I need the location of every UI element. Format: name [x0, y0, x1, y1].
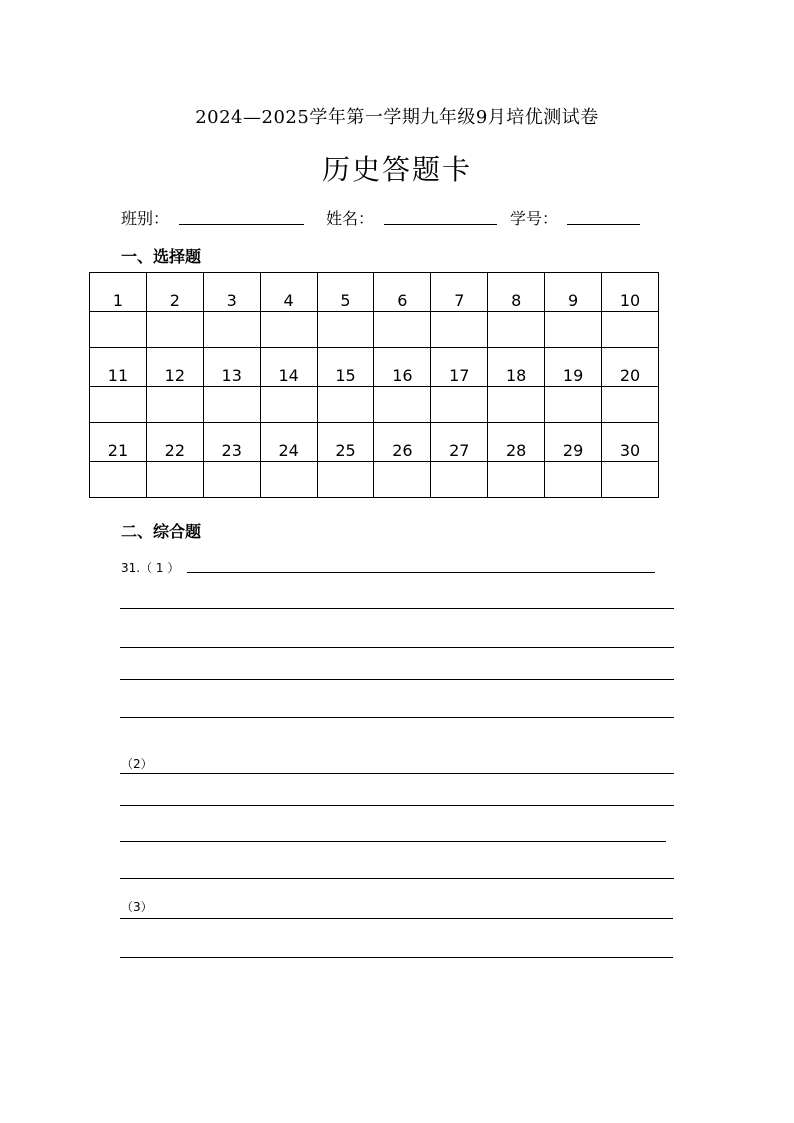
question-number-cell: 7	[431, 273, 488, 312]
answer-cell[interactable]	[317, 312, 374, 348]
answer-line[interactable]	[120, 918, 673, 919]
answer-cell[interactable]	[203, 462, 260, 498]
answer-cell[interactable]	[374, 312, 431, 348]
question-number-cell: 16	[374, 348, 431, 387]
answer-cell[interactable]	[90, 387, 147, 423]
answer-cell[interactable]	[374, 387, 431, 423]
question-number-cell: 23	[203, 423, 260, 462]
question-number-cell: 11	[90, 348, 147, 387]
question-number-cell: 26	[374, 423, 431, 462]
question-number-row	[90, 423, 659, 462]
question-number-cell: 21	[90, 423, 147, 462]
answer-cell[interactable]	[260, 387, 317, 423]
answer-cell[interactable]	[488, 462, 545, 498]
answer-line[interactable]	[187, 572, 655, 573]
answer-cell[interactable]	[90, 312, 147, 348]
card-title: 历史答题卡	[321, 153, 472, 186]
question-number-cell: 3	[203, 273, 260, 312]
answer-line[interactable]	[120, 647, 674, 648]
answer-cell[interactable]	[488, 387, 545, 423]
question-number-cell: 15	[317, 348, 374, 387]
name-label: 姓名：	[326, 209, 375, 228]
question-number-cell: 27	[431, 423, 488, 462]
class-answer-line[interactable]	[179, 224, 304, 225]
answer-line[interactable]	[120, 841, 666, 842]
answer-cell[interactable]	[146, 387, 203, 423]
student-no-label: 学号：	[510, 209, 559, 228]
question-number-row	[90, 273, 659, 312]
question-number-cell: 5	[317, 273, 374, 312]
answer-line[interactable]	[120, 679, 674, 680]
answer-cell[interactable]	[431, 387, 488, 423]
answer-cell[interactable]	[260, 462, 317, 498]
answer-cell[interactable]	[374, 462, 431, 498]
question-number-cell: 9	[545, 273, 602, 312]
question-number-cell: 12	[146, 348, 203, 387]
answer-row	[90, 387, 659, 423]
question-number-cell: 30	[602, 423, 659, 462]
answer-row	[90, 462, 659, 498]
question-number-cell: 6	[374, 273, 431, 312]
answer-cell[interactable]	[203, 312, 260, 348]
class-label: 班别：	[121, 209, 170, 228]
answer-cell[interactable]	[146, 312, 203, 348]
question-number-cell: 1	[90, 273, 147, 312]
question-number-cell: 17	[431, 348, 488, 387]
question-number-cell: 10	[602, 273, 659, 312]
section-choice-heading: 一、选择题	[121, 247, 202, 266]
q31-part2-label: （2）	[121, 757, 153, 771]
answer-cell[interactable]	[545, 312, 602, 348]
question-number-cell: 24	[260, 423, 317, 462]
question-number-cell: 25	[317, 423, 374, 462]
answer-cell[interactable]	[545, 387, 602, 423]
question-number-cell: 14	[260, 348, 317, 387]
answer-cell[interactable]	[602, 462, 659, 498]
question-number-cell: 2	[146, 273, 203, 312]
question-number-cell: 19	[545, 348, 602, 387]
answer-cell[interactable]	[431, 462, 488, 498]
section-comprehensive-heading: 二、综合题	[121, 522, 202, 541]
question-number-cell: 18	[488, 348, 545, 387]
answer-cell[interactable]	[317, 387, 374, 423]
answer-cell[interactable]	[545, 462, 602, 498]
answer-cell[interactable]	[602, 312, 659, 348]
answer-cell[interactable]	[203, 387, 260, 423]
answer-cell[interactable]	[431, 312, 488, 348]
exam-title: 2024—2025学年第一学期九年级9月培优测试卷	[195, 107, 599, 128]
name-answer-line[interactable]	[384, 224, 497, 225]
answer-line[interactable]	[120, 717, 674, 718]
answer-cell[interactable]	[146, 462, 203, 498]
answer-line[interactable]	[120, 773, 674, 774]
question-number-cell: 22	[146, 423, 203, 462]
answer-line[interactable]	[120, 878, 674, 879]
question-number-row	[90, 348, 659, 387]
answer-line[interactable]	[120, 608, 674, 609]
choice-answer-grid	[89, 272, 659, 498]
answer-cell[interactable]	[90, 462, 147, 498]
question-number-cell: 20	[602, 348, 659, 387]
question-number-cell: 13	[203, 348, 260, 387]
answer-line[interactable]	[120, 957, 673, 958]
question-number-cell: 29	[545, 423, 602, 462]
answer-cell[interactable]	[488, 312, 545, 348]
answer-row	[90, 312, 659, 348]
question-number-cell: 4	[260, 273, 317, 312]
question-number-cell: 28	[488, 423, 545, 462]
student-no-answer-line[interactable]	[567, 224, 640, 225]
q31-part1-label: 31.（ 1 ）	[121, 561, 180, 575]
answer-cell[interactable]	[602, 387, 659, 423]
q31-part3-label: （3）	[121, 900, 153, 914]
question-number-cell: 8	[488, 273, 545, 312]
answer-cell[interactable]	[317, 462, 374, 498]
answer-cell[interactable]	[260, 312, 317, 348]
answer-line[interactable]	[120, 805, 674, 806]
